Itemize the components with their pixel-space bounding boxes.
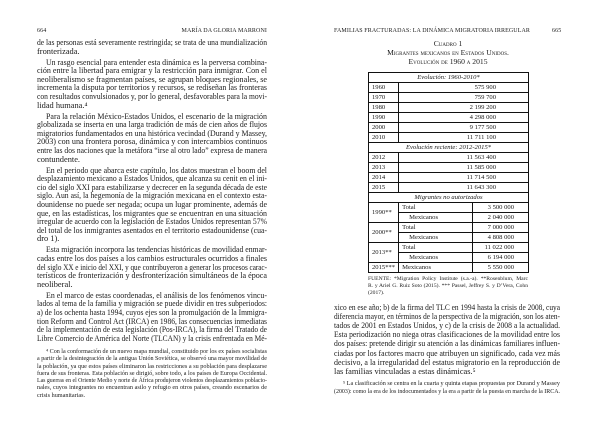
type-cell: Total <box>399 243 473 253</box>
value-cell: 11 643 300 <box>399 183 529 193</box>
table-title-line2: Evolución de 1960 a 2015 <box>408 57 488 66</box>
year-cell: 2015 <box>369 183 399 193</box>
value-cell: 759 700 <box>399 93 529 103</box>
value-cell: 4 298 000 <box>399 113 529 123</box>
year-cell: 2010 <box>369 133 399 143</box>
table-row <box>369 193 529 203</box>
type-cell: Mexicanos <box>399 253 473 263</box>
table-row <box>369 73 529 83</box>
text-line: desplazamiento mexicano a Estados Unidos, que alcanza su cenit en el ini- <box>37 174 267 184</box>
value-cell: 4 808 000 <box>473 233 529 243</box>
table-row <box>369 173 529 183</box>
text-line: del total de los inmigrantes asentados en el territorio estadounidense (cua- <box>37 225 267 235</box>
value-cell: 11 585 000 <box>399 163 529 173</box>
year-cell: 1970 <box>369 93 399 103</box>
text-line: (2017). <box>368 290 385 297</box>
table-row <box>369 143 529 153</box>
text-line: Para la relación México-Estados Unidos, el escenario de la migración <box>46 111 267 121</box>
text-line: incrementa la disputa por territorios y recursos, se rediseñan las fronteras <box>37 83 267 93</box>
section-heading: Evolución: 1960-2010* <box>369 73 529 83</box>
migrants-table <box>368 72 529 273</box>
text-line: dro 1). <box>37 234 60 244</box>
text-line: nales, cuyos integrantes no encuentran asilo y refugio en otros países, creando escenarios de <box>37 384 267 392</box>
type-cell: Mexicanos <box>399 213 473 223</box>
text-line: Libre Comercio de América del Norte (TLCAN) y la crisis enfrentada en Mé- <box>37 333 267 343</box>
text-line: a) de los ochenta hasta 1994, cuyos ejes son la promulgación de la Immigra- <box>37 308 267 317</box>
text-line: xico en ese año; b) de la firma del TLC en 1994 hasta la crisis de 2008, cuya <box>334 302 560 312</box>
type-cell: Mexicanos <box>399 263 473 273</box>
text-line: terísticos de fronterización y desfronterización simultáneos de la época <box>37 271 267 281</box>
text-line: ⁵ La clasificación se centra en la cuarta y quinta etapas propuestas por Durand y Massey <box>343 380 560 388</box>
table-label: Cuadro 1 <box>433 39 463 48</box>
year-cell: 2013 <box>369 163 399 173</box>
table-row <box>369 153 529 163</box>
value-cell: 11 714 500 <box>399 173 529 183</box>
text-line: dounidense no puede ser negada; ocupa un lugar prominente, además de <box>37 200 267 209</box>
table-row <box>369 223 529 233</box>
text-line: siglo. Aun así, la hegemonía de la migración mexicana en el contexto esta- <box>37 191 267 201</box>
year-cell: 2012 <box>369 153 399 163</box>
value-cell: 5 550 000 <box>473 263 529 273</box>
text-line: cadas entre los dos países a los cambios estructurales ocurridos a finales <box>37 254 267 263</box>
section-heading: Migrantes no autorizados <box>369 193 529 203</box>
text-line: crisis humanitarias. <box>37 391 86 399</box>
value-cell: 3 500 000 <box>473 203 529 213</box>
text-line: contundente. <box>37 154 81 164</box>
year-cell: 2015*** <box>369 263 399 273</box>
year-cell: 1960 <box>369 83 399 93</box>
year-cell: 1990 <box>369 113 399 123</box>
value-cell: 7 000 000 <box>473 223 529 233</box>
text-line: irregular de acuerdo con la legislación de Estados Unidos representan 57% <box>37 217 267 227</box>
table-row <box>369 113 529 123</box>
text-line: globalizada se inserta en una larga tradición de más de cien años de flujos <box>37 120 267 130</box>
text-line: de las personas está severamente restringida; se trata de una mundialización <box>37 38 267 47</box>
text-line: Esta periodización no niega otras clasificaciones de la movilidad entre los <box>334 330 560 340</box>
text-line: migratorios fundamentados en una histórica vecindad (Durand y Massey, <box>37 128 267 138</box>
table-row <box>369 83 529 93</box>
text-line: (2003): como la era de los indocumentados y la era a partir de la puesta en marcha de la IRCA. <box>334 387 560 395</box>
text-line: diferencia mayor, en términos de la perspectiva de la migración, son los aten- <box>334 311 560 321</box>
value-cell: 2 199 200 <box>399 103 529 113</box>
text-line: neoliberal. <box>37 279 73 289</box>
table-row <box>369 103 529 113</box>
year-cell: 2014 <box>369 173 399 183</box>
year-cell: 2000 <box>369 123 399 133</box>
table-row <box>369 183 529 193</box>
table-row <box>369 243 529 253</box>
table-row <box>369 93 529 103</box>
table-row <box>369 203 529 213</box>
year-cell: 1980 <box>369 103 399 113</box>
table-row <box>369 263 529 273</box>
text-line: las familias vinculadas a estas dinámicas.⁵ <box>334 367 476 376</box>
type-cell: Total <box>399 223 473 233</box>
text-line: fronterizada. <box>37 46 80 56</box>
table-title-line1: Migrantes mexicanos en Estados Unidos. <box>387 48 509 57</box>
text-line: del siglo XX e inicio del XXI, y que contribuyeron a generar los procesos carac- <box>37 262 267 272</box>
left-page-number: 664 <box>37 28 47 34</box>
text-line: lidad humana.⁴ <box>37 100 88 110</box>
text-line: ciadas por los factores macro que atribuyen un significado, cada vez más <box>334 348 560 358</box>
right-page-number: 665 <box>552 28 562 34</box>
text-line: cio del siglo XXI para estabilizarse y decrecer en la segunda década de este <box>37 182 267 192</box>
value-cell: 575 900 <box>399 83 529 93</box>
year-cell: 1990** <box>369 203 399 223</box>
text-line: tion Reform and Control Act (IRCA) en 1986, las consecuencias inmediatas <box>37 316 267 326</box>
text-line: R. y Ariel G. Ruiz Soto (2015). *** Passel, Jeffrey S. y D’Vera, Cohn <box>368 283 528 290</box>
text-line: En el marco de estas coordenadas, el análisis de los fenómenos vincu- <box>46 290 267 300</box>
value-cell: 6 194 000 <box>473 253 529 263</box>
text-line: dos países: pretende dirigir su atención a las dinámicas familiares influen- <box>334 339 560 349</box>
value-cell: 11 563 400 <box>399 153 529 163</box>
text-line: la población, ya que estos países eliminaron las restricciones a su población para desplazarse <box>37 362 267 370</box>
text-line: neoliberalismo se fragmentan países, se agrupan bloques regionales, se <box>37 74 267 84</box>
text-line: Esta migración incorpora las tendencias históricas de movilidad enmar- <box>46 245 267 255</box>
table-row <box>369 133 529 143</box>
text-line: FUENTE: *Migration Policy Institute (s.a.-a). **Rosenblum, Marc <box>368 276 528 282</box>
year-cell: 2000** <box>369 223 399 243</box>
left-running-head: MARÍA DA GLORIA MARRONI <box>181 28 267 34</box>
type-cell: Total <box>399 203 473 213</box>
text-line: decisivo, a la irregularidad del estatus migratorio en la reproducción de <box>334 357 560 367</box>
text-line: Las guerras en el Oriente Medio y norte de África produjeron violentos desplazamientos poblacio- <box>37 377 267 384</box>
text-line: Un rasgo esencial para entender esta dinámica es la perversa combina- <box>46 57 267 67</box>
text-line: entre las dos naciones que la metáfora “irse al otro lado” expresa de manera <box>37 146 267 155</box>
text-line: lados al tema de la familia y migración se puede dividir en tres subperiodos: <box>37 299 267 309</box>
value-cell: 9 177 500 <box>399 123 529 133</box>
type-cell: Mexicanos <box>399 233 473 243</box>
year-cell: 2013** <box>369 243 399 263</box>
text-line: ción entre la libertad para emigrar y la restricción para inmigrar. Con el <box>37 66 267 76</box>
text-line: a partir de la desintegración de la antigua Unión Soviética, se observó una mayor movilidad de <box>37 355 267 363</box>
table-row <box>369 163 529 173</box>
text-line: ⁴ Con la conformación de un nuevo mapa mundial, constituido por los ex países socialistas <box>46 348 267 355</box>
text-line: con resultados convulsionados y, por lo general, desfavorables para la movi- <box>37 92 267 101</box>
text-line: de la implementación de esta legislación (Pos-IRCA), la firma del Tratado de <box>37 325 267 335</box>
right-running-head: FAMILIAS FRACTURADAS: LA DINÁMICA MIGRATORIA IRREGULAR <box>334 28 531 34</box>
text-line: tados de 2001 en Estados Unidos, y c) de la crisis de 2008 a la actualidad. <box>334 321 560 330</box>
text-line: fuera de sus fronteras. Esta población se dirigió, sobre todo, a los países de Europa Occidental. <box>37 369 267 377</box>
value-cell: 11 711 100 <box>399 133 529 143</box>
text-line: que, en las estadísticas, los migrantes que se encuentran en una situación <box>37 208 267 218</box>
value-cell: 2 040 000 <box>473 213 529 223</box>
section-heading: Evolución reciente: 2012-2015* <box>369 143 529 153</box>
text-line: En el periodo que abarca este capítulo, los datos muestran el boom del <box>46 165 267 175</box>
table-row <box>369 123 529 133</box>
value-cell: 11 022 000 <box>473 243 529 253</box>
text-line: 2003) con una frontera porosa, dinámica y con intercambios continuos <box>37 137 267 147</box>
